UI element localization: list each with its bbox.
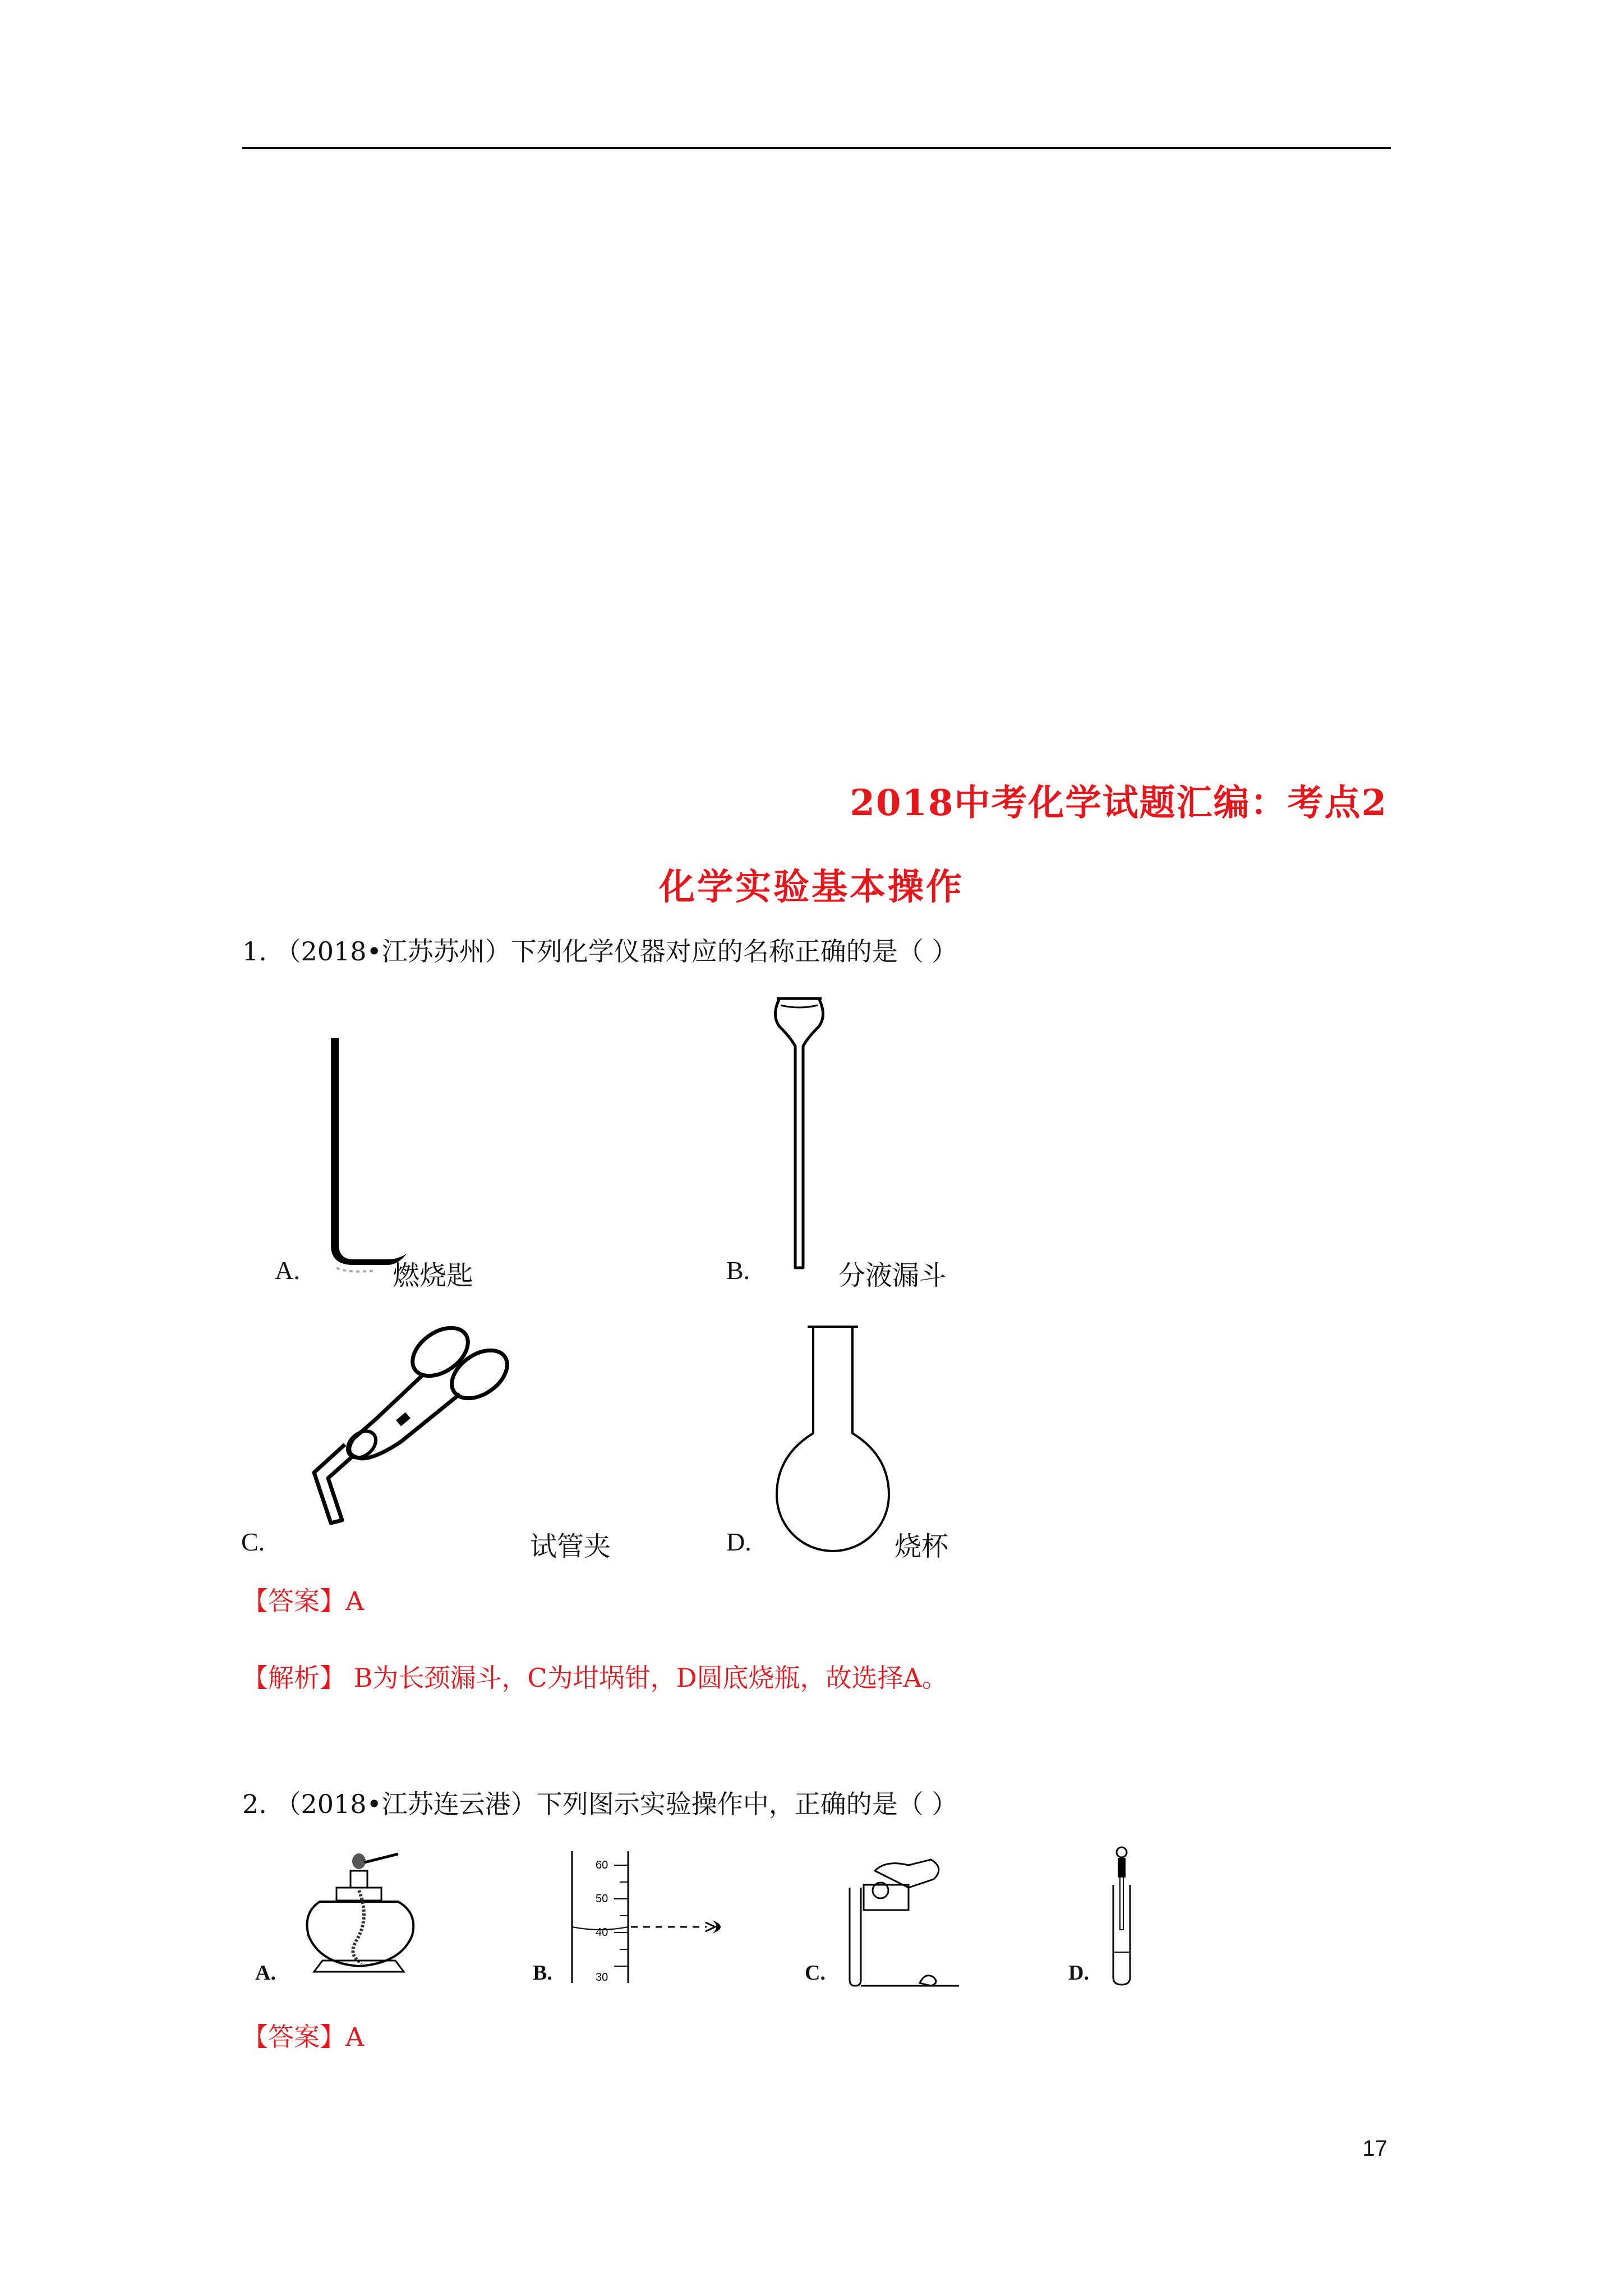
answer-label: 【答案】 (242, 2022, 345, 2052)
q2-option-d-letter: D. (1068, 1961, 1089, 1985)
analysis-label: 【解析】 (242, 1663, 345, 1693)
q1-option-b-letter: B. (726, 1256, 750, 1285)
pouring-liquid-icon (836, 1848, 965, 1989)
question-2-stem: 2. （2018•江苏连云港）下列图示实验操作中，正确的是（ ） (242, 1789, 958, 1819)
graduated-cylinder-icon (561, 1848, 740, 1989)
header-rule (242, 147, 1391, 149)
dropper-in-tube-icon (1099, 1846, 1144, 1989)
combustion-spoon-icon (314, 1038, 409, 1273)
page-subtitle: 化学实验基本操作 (659, 866, 964, 908)
q1-option-d-letter: D. (726, 1527, 751, 1556)
q2-answer (242, 2017, 364, 2054)
q1-option-c-letter: C. (241, 1527, 265, 1556)
q1-answer (242, 1581, 364, 1618)
q1-option-a-name: 燃烧匙 (393, 1260, 474, 1291)
tick-label-60: 60 (596, 1859, 608, 1871)
q1-option-a-letter: A. (275, 1256, 300, 1285)
crucible-tongs-icon (292, 1321, 516, 1557)
tick-label-40: 40 (596, 1926, 608, 1939)
tick-label-30: 30 (596, 1971, 608, 1984)
long-neck-funnel-icon (768, 993, 830, 1273)
tick-label-50: 50 (596, 1893, 608, 1905)
q1-option-c-name: 试管夹 (530, 1531, 611, 1562)
q1-analysis (242, 1658, 948, 1695)
q2-option-b-letter: B. (533, 1961, 552, 1985)
q2-option-c-letter: C. (805, 1961, 826, 1985)
round-bottom-flask-icon (774, 1321, 892, 1557)
page-number: 17 (1362, 2136, 1387, 2161)
q1-option-d-name: 烧杯 (895, 1531, 949, 1562)
answer-value: A (345, 1586, 365, 1616)
question-1-stem: 1. （2018•江苏苏州）下列化学仪器对应的名称正确的是（ ） (242, 936, 958, 967)
answer-value: A (345, 2022, 365, 2052)
answer-label: 【答案】 (242, 1586, 345, 1616)
q1-option-b-name: 分液漏斗 (838, 1260, 947, 1291)
q2-option-a-letter: A. (255, 1961, 276, 1985)
page-title: 2018中考化学试题汇编：考点2 (850, 782, 1387, 824)
alcohol-lamp-icon (292, 1851, 437, 1980)
analysis-text: B为长颈漏斗，C为坩埚钳，D圆底烧瓶，故选择A。 (353, 1663, 948, 1693)
